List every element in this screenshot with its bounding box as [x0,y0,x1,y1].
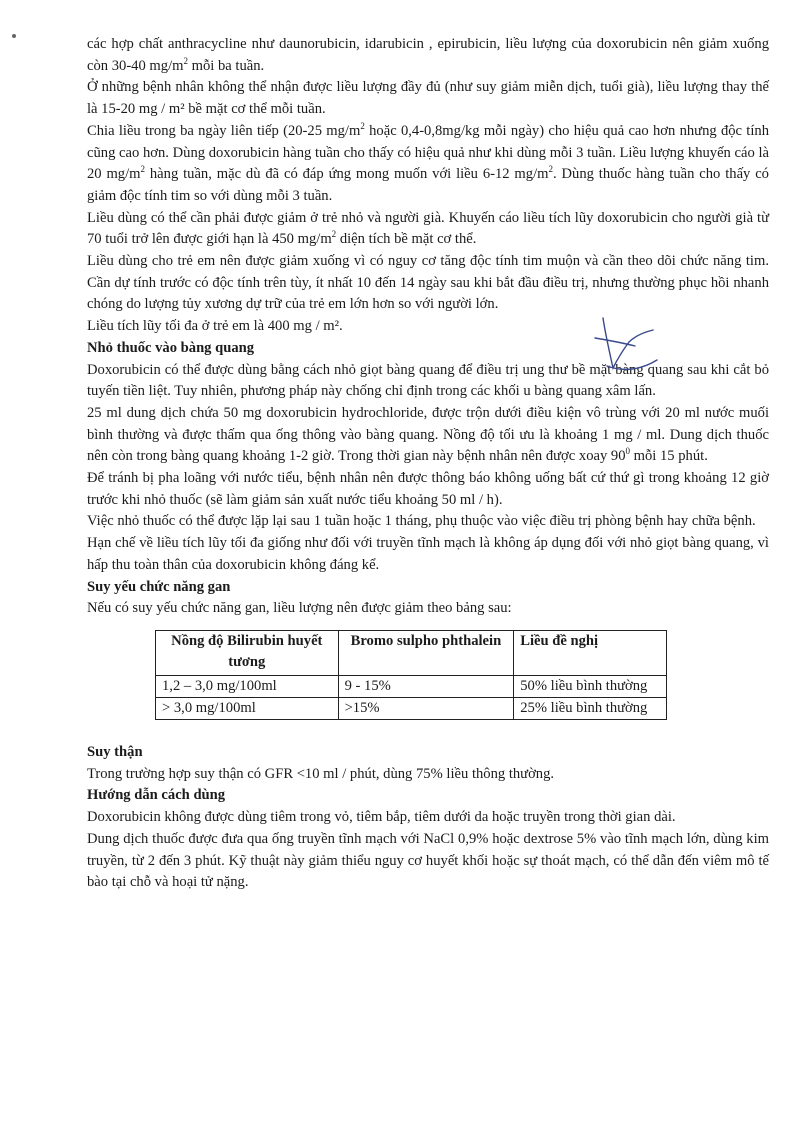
table-cell: 9 - 15% [338,675,514,697]
spacer [87,720,769,742]
scan-speck [12,34,16,38]
table-cell: > 3,0 mg/100ml [156,697,339,719]
paragraph: Ở những bệnh nhân không thể nhận được liều lượng đầy đủ (như suy giảm miễn dịch, tuổi già), liều lượng thay thế là 15-20 mg / m² bề mặt cơ thể mỗi tuần. [87,79,769,118]
paragraph: Nếu có suy yếu chức năng gan, liều lượng nên được giảm theo bảng sau: [87,600,512,617]
table-header-row [156,630,667,675]
paragraph: Trong trường hợp suy thận có GFR <10 ml / phút, dùng 75% liều thông thường. [87,765,555,782]
paragraph: Để tránh bị pha loãng với nước tiểu, bệnh nhân nên được thông báo không uống bất cứ thứ gì trong khoảng 12 giờ trước khi nhỏ thuốc (sẽ làm giảm sản xuất nước tiểu khoảng 50 ml / h). [87,470,769,508]
table-header-dose: Liều đề nghị [514,630,667,675]
section-heading-liver: Suy yếu chức năng gan [87,578,231,595]
paragraph: Việc nhỏ thuốc có thể được lặp lại sau 1 tuần hoặc 1 tháng, phụ thuộc vào việc điều trị phòng bệnh hay chữa bệnh. [87,513,756,530]
paragraph: Doxorubicin không được dùng tiêm trong vỏ, tiêm bắp, tiêm dưới da hoặc truyền trong thời gian dài. [87,809,676,826]
table-row [156,697,667,719]
table-header-bromo: Bromo sulpho phthalein [338,630,514,675]
dosage-table-wrapper [155,630,769,720]
table-cell: 50% liều bình thường [514,675,667,697]
paragraph: 25 ml dung dịch chứa 50 mg doxorubicin hydrochloride, được trộn dưới điều kiện vô trùng với 20 ml nước muối bình thường và được thấm qua ống thông vào bàng quang. Nồng độ tối ưu là khoảng 1 mg / ml. Dung dịch thuốc nên còn trong bàng quang khoảng 1-2 giờ. Trong thời gian này bệnh nhân nên được xoay $90^0$ mỗi 15 phút. [87,404,769,465]
paragraph: Liều dùng cho trẻ em nên được giảm xuống vì có nguy cơ tăng độc tính tim muộn và cần theo dõi chức năng tim. Cần dự tính trước có độc tính trên tùy, ít nhất 10 đến 14 ngày sau khi bắt đầu điều trị, nhưng thường phục hồi nhanh chóng do lượng tủy xương dự trữ của trẻ em lớn hơn so với người lớn. [87,253,769,313]
paragraph: Chia liều trong ba ngày liên tiếp (20-25 $mg/m^2$ hoặc 0,4-0,8mg/kg mỗi ngày) cho hiệu quả cao hơn nhưng độc tính cũng cao hơn. Dùng doxorubicin hàng tuần cho thấy có hiệu quả như khi dùng mỗi 3 tuần. Liều lượng khuyến cáo là 20 $mg/m^2$ hàng tuần, mặc dù đã có đáp ứng mong muốn với liều 6-12 $mg/m^2$. Dùng thuốc hàng tuần cho thấy có giảm độc tính tim so với dùng mỗi 3 tuần. [87,120,769,204]
paragraph: Hạn chế về liều tích lũy tối đa giống như đối với truyền tĩnh mạch là không áp dụng đối với nhỏ giọt bàng quang, vì hấp thu toàn thân của doxorubicin không đáng kể. [87,535,769,573]
table-cell: 25% liều bình thường [514,697,667,719]
handwritten-signature [583,312,673,378]
section-heading-kidney: Suy thận [87,743,143,760]
table-cell: >15% [338,697,514,719]
table-header-bilirubin: Nồng độ Bilirubin huyết tương [156,630,339,675]
paragraph: Liều dùng có thể cần phải được giảm ở trẻ nhỏ và người già. Khuyến cáo liều tích lũy doxorubicin cho người già từ 70 tuổi trở lên được giới hạn là 450 $mg/m^2$ diện tích bề mặt cơ thể. [87,209,769,248]
table-row [156,675,667,697]
dosage-table [155,630,667,720]
section-heading-usage: Hướng dẫn cách dùng [87,787,226,804]
table-cell: 1,2 – 3,0 mg/100ml [156,675,339,697]
document-page [87,34,769,894]
paragraph: Doxorubicin có thể được dùng bằng cách nhỏ giọt bàng quang để điều trị ung thư bề mặt bàng quang sau khi cắt bỏ tuyến tiền liệt. Tuy nhiên, phương pháp này chống chỉ định trong các khối u bàng quang xâm lấn. [87,361,769,400]
paragraph: các hợp chất anthracycline như daunorubicin, idarubicin , epirubicin, liều lượng của doxorubicin nên giảm xuống còn 30-40 $mg/m^2$ mỗi ba tuần. [87,36,769,74]
section-heading-bladder: Nhỏ thuốc vào bàng quang [87,339,255,356]
paragraph: Liều tích lũy tối đa ở trẻ em là 400 mg / m². [87,318,343,335]
paragraph: Dung dịch thuốc được đưa qua ống truyền tĩnh mạch với NaCl 0,9% hoặc dextrose 5% vào tĩnh mạch lớn, dùng kim truyền, từ 2 đến 3 phút. Kỹ thuật này giảm thiểu nguy cơ huyết khối hoặc sự thoát mạch, có thể dẫn đến viêm mô tế bào tại chỗ và hoại tử nặng. [87,830,769,891]
